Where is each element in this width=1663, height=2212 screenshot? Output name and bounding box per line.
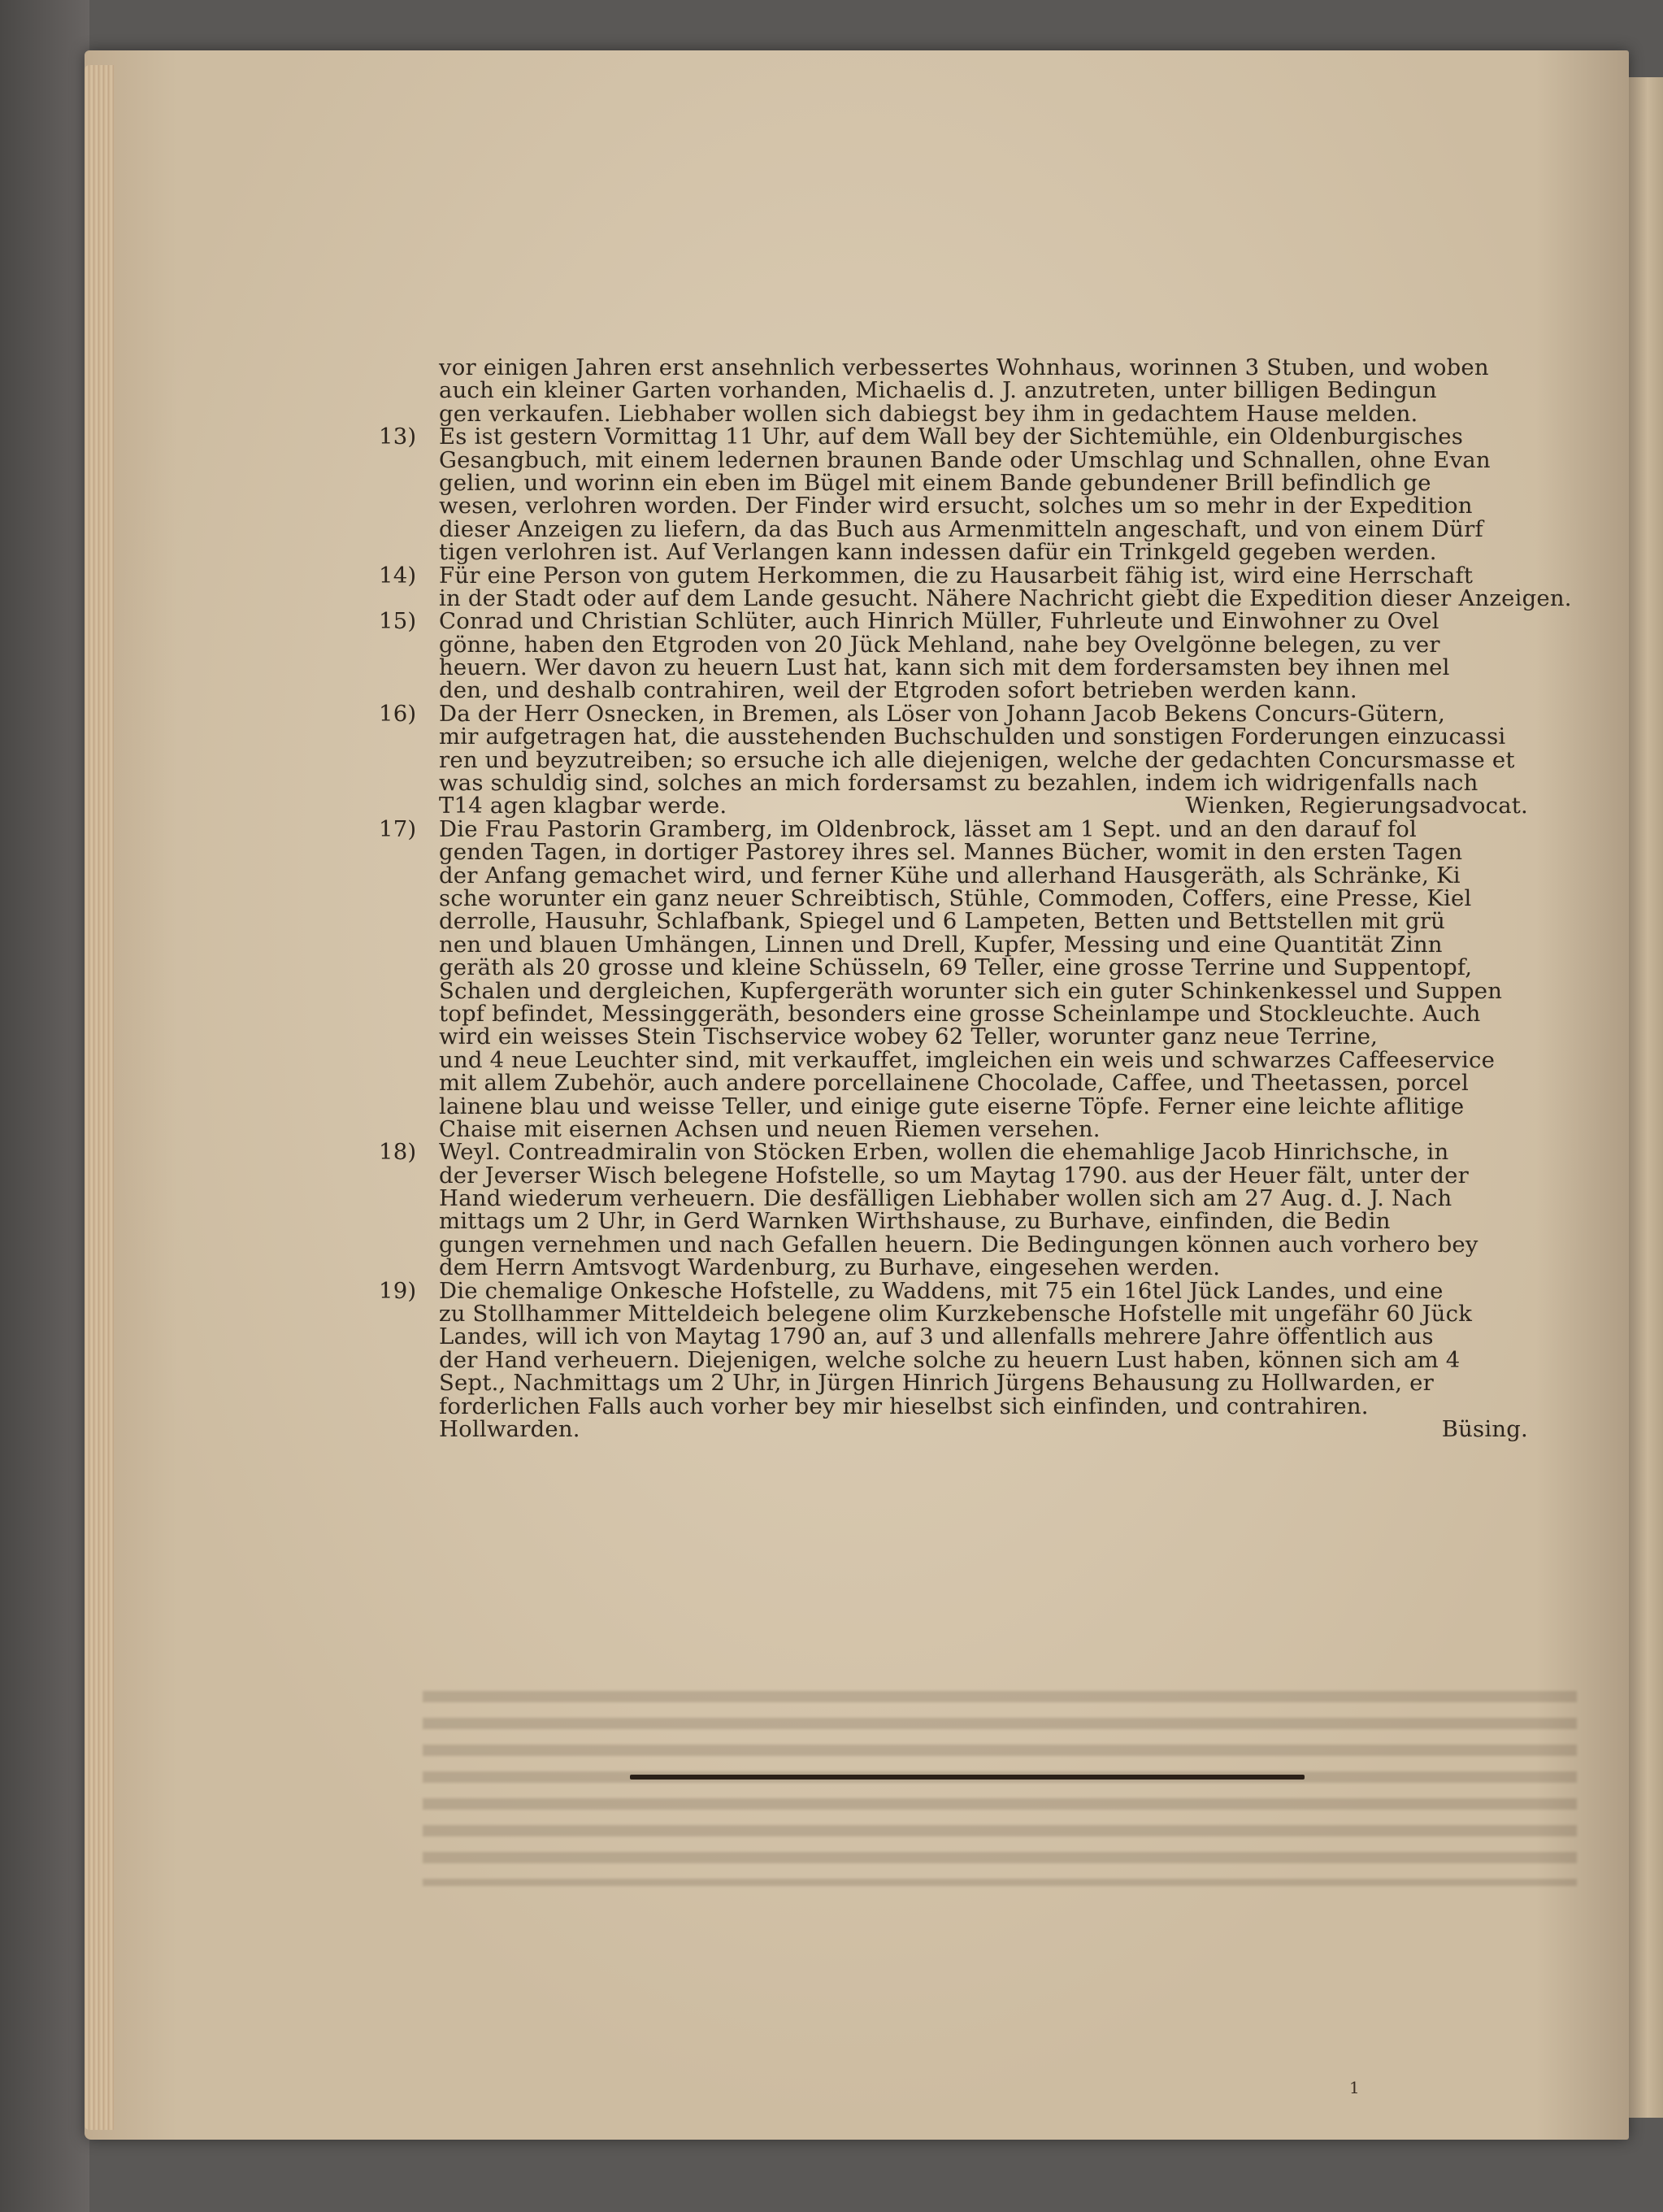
advertisement-item bbox=[379, 700, 1561, 819]
advertisement-item bbox=[379, 562, 1572, 611]
book-gutter-background bbox=[0, 0, 89, 2212]
item-number: 15) bbox=[379, 608, 417, 635]
text-line: mir aufgetragen hat, die ausstehenden Buchschulden und sonstigen Forderungen einzucassi bbox=[439, 724, 1506, 750]
signature-line bbox=[439, 1415, 1528, 1442]
text-line: genden Tagen, in dortiger Pastorey ihres sel. Mannes Bücher, womit in den ersten Tagen bbox=[439, 839, 1463, 866]
section-divider-rule bbox=[630, 1775, 1305, 1780]
text-line: Weyl. Contreadmiralin von Stöcken Erben, wollen die ehemahlige Jacob Hinrichsche, in bbox=[439, 1139, 1449, 1166]
text-line: der Anfang gemachet wird, und ferner Kühe und allerhand Hausgeräth, als Schränke, Ki bbox=[439, 862, 1461, 889]
text-line: vor einigen Jahren erst ansehnlich verbessertes Wohnhaus, worinnen 3 Stuben, und woben bbox=[439, 354, 1489, 380]
text-line: mittags um 2 Uhr, in Gerd Warnken Wirthshause, zu Burhave, einfinden, die Bedin bbox=[439, 1208, 1391, 1235]
signature-name: Büsing. bbox=[1441, 1415, 1528, 1442]
text-line: sche worunter ein ganz neuer Schreibtisch, Stühle, Commoden, Coffers, eine Presse, Kiel bbox=[439, 884, 1472, 911]
text-line: nen und blauen Umhängen, Linnen und Drell, Kupfer, Messing und eine Quantität Zinn bbox=[439, 931, 1443, 958]
text-line: gungen vernehmen und nach Gefallen heuern. Die Bedingungen können auch vorhero bey bbox=[439, 1231, 1478, 1258]
signature-name: Wienken, Regierungsadvocat. bbox=[1185, 793, 1528, 819]
item-number: 17) bbox=[379, 815, 417, 842]
text-line: lainene blau und weisse Teller, und einige gute eiserne Töpfe. Ferner eine leichte aflitige bbox=[439, 1093, 1465, 1119]
signature-place: Hollwarden. bbox=[439, 1415, 580, 1442]
advertisement-item bbox=[379, 1139, 1561, 1281]
text-line: zu Stollhammer Mitteldeich belegene olim Kurzkebensche Hofstelle mit ungefähr 60 Jück bbox=[439, 1301, 1473, 1328]
text-line: tigen verlohren ist. Auf Verlangen kann indessen dafür ein Trinkgeld gegeben werden. bbox=[439, 539, 1437, 566]
item-number: 16) bbox=[379, 700, 417, 727]
text-line: derrolle, Hausuhr, Schlafbank, Spiegel und 6 Lampeten, Betten und Bettstellen mit grü bbox=[439, 908, 1446, 935]
text-line: T14 agen klagbar werde. bbox=[439, 793, 727, 819]
text-line: was schuldig sind, solches an mich fordersamst zu bezahlen, indem ich widrigenfalls nach bbox=[439, 770, 1478, 797]
text-line: auch ein kleiner Garten vorhanden, Michaelis d. J. anzutreten, unter billigen Bedingun bbox=[439, 377, 1437, 404]
text-line: Schalen und dergleichen, Kupfergeräth worunter sich ein guter Schinkenkessel und Suppen bbox=[439, 977, 1503, 1004]
text-line: Da der Herr Osnecken, in Bremen, als Löser von Johann Jacob Bekens Concurs-Gütern, bbox=[439, 700, 1446, 727]
text-line: ren und beyzutreiben; so ersuche ich alle diejenigen, welche der gedachten Concursmasse et bbox=[439, 746, 1515, 773]
item-number: 13) bbox=[379, 424, 417, 450]
text-line: Sept., Nachmittags um 2 Uhr, in Jürgen Hinrich Jürgens Behausung zu Hollwarden, er bbox=[439, 1370, 1434, 1397]
text-line: wird ein weisses Stein Tischservice wobey 62 Teller, worunter ganz neue Terrine, bbox=[439, 1023, 1379, 1050]
text-line: Chaise mit eisernen Achsen und neuen Riemen versehen. bbox=[439, 1115, 1101, 1142]
ink-bleed-through bbox=[423, 1691, 1577, 1886]
text-line: mit allem Zubehör, auch andere porcellainene Chocolade, Caffee, und Theetassen, porcel bbox=[439, 1070, 1470, 1097]
text-line: gelien, und worinn ein eben im Bügel mit einem Bande gebundener Brill befindlich ge bbox=[439, 469, 1431, 496]
text-line: heuern. Wer davon zu heuern Lust hat, kann sich mit dem fordersamsten bey ihnen mel bbox=[439, 654, 1450, 681]
text-line: Landes, will ich von Maytag 1790 an, auf 3 und allenfalls mehrere Jahre öffentlich aus bbox=[439, 1323, 1434, 1350]
text-line: der Hand verheuern. Diejenigen, welche solche zu heuern Lust haben, können sich am 4 bbox=[439, 1346, 1461, 1373]
intro-paragraph bbox=[382, 356, 1561, 425]
advertisement-item bbox=[379, 1277, 1561, 1442]
text-line: gen verkaufen. Liebhaber wollen sich dabiegst bey ihm in gedachtem Hause melden. bbox=[439, 400, 1418, 427]
next-page-edge bbox=[1629, 77, 1663, 2118]
text-line: forderlichen Falls auch vorher bey mir hieselbst sich einfinden, und contrahiren. bbox=[439, 1393, 1369, 1419]
text-line: Conrad und Christian Schlüter, auch Hinrich Müller, Fuhrleute und Einwohner zu Ovel bbox=[439, 608, 1439, 635]
page-footer-mark: 1 bbox=[1349, 2078, 1360, 2097]
advertisement-item bbox=[379, 815, 1561, 1142]
text-line: wesen, verlohren worden. Der Finder wird ersucht, solches um so mehr in der Expedition bbox=[439, 493, 1473, 519]
advertisement-item bbox=[379, 608, 1561, 704]
item-number: 18) bbox=[379, 1139, 417, 1166]
text-line: in der Stadt oder auf dem Lande gesucht. Nähere Nachricht giebt die Expedition dieser Anzeigen. bbox=[439, 585, 1572, 611]
text-line: geräth als 20 grosse und kleine Schüsseln, 69 Teller, eine grosse Terrine und Suppentopf, bbox=[439, 954, 1473, 981]
text-line: Es ist gestern Vormittag 11 Uhr, auf dem Wall bey der Sichtemühle, ein Oldenburgisches bbox=[439, 424, 1464, 450]
text-line: Für eine Person von gutem Herkommen, die zu Hausarbeit fähig ist, wird eine Herrschaft bbox=[439, 562, 1474, 589]
text-line: Gesangbuch, mit einem ledernen braunen Bande oder Umschlag und Schnallen, ohne Evan bbox=[439, 446, 1491, 473]
text-line: Die chemalige Onkesche Hofstelle, zu Waddens, mit 75 ein 16tel Jück Landes, und eine bbox=[439, 1277, 1444, 1304]
text-line: topf befindet, Messinggeräth, besonders eine grosse Scheinlampe und Stockleuchte. Auch bbox=[439, 1000, 1481, 1027]
text-line: dem Herrn Amtsvogt Wardenburg, zu Burhave, eingesehen werden. bbox=[439, 1254, 1221, 1281]
item-number: 14) bbox=[379, 562, 417, 589]
page-stack-edge bbox=[85, 65, 114, 2130]
text-line: dieser Anzeigen zu liefern, da das Buch aus Armenmitteln angeschaft, und von einem Dürf bbox=[439, 515, 1483, 542]
text-line: Die Frau Pastorin Gramberg, im Oldenbrock, lässet am 1 Sept. und an den darauf fol bbox=[439, 815, 1418, 842]
text-line: gönne, haben den Etgroden von 20 Jück Mehland, nahe bey Ovelgönne belegen, zu ver bbox=[439, 631, 1440, 658]
text-line: den, und deshalb contrahiren, weil der Etgroden sofort betrieben werden kann. bbox=[439, 677, 1357, 704]
text-line: und 4 neue Leuchter sind, mit verkauffet, imgleichen ein weis und schwarzes Caffeeservice bbox=[439, 1046, 1496, 1073]
advertisement-text bbox=[379, 354, 1572, 1442]
text-line: Hand wiederum verheuern. Die desfälligen Liebhaber wollen sich am 27 Aug. d. J. Nach bbox=[439, 1185, 1452, 1212]
item-number: 19) bbox=[379, 1277, 417, 1304]
text-line: der Jeverser Wisch belegene Hofstelle, so um Maytag 1790. aus der Heuer fält, unter der bbox=[439, 1162, 1469, 1189]
advertisement-item bbox=[379, 424, 1561, 566]
